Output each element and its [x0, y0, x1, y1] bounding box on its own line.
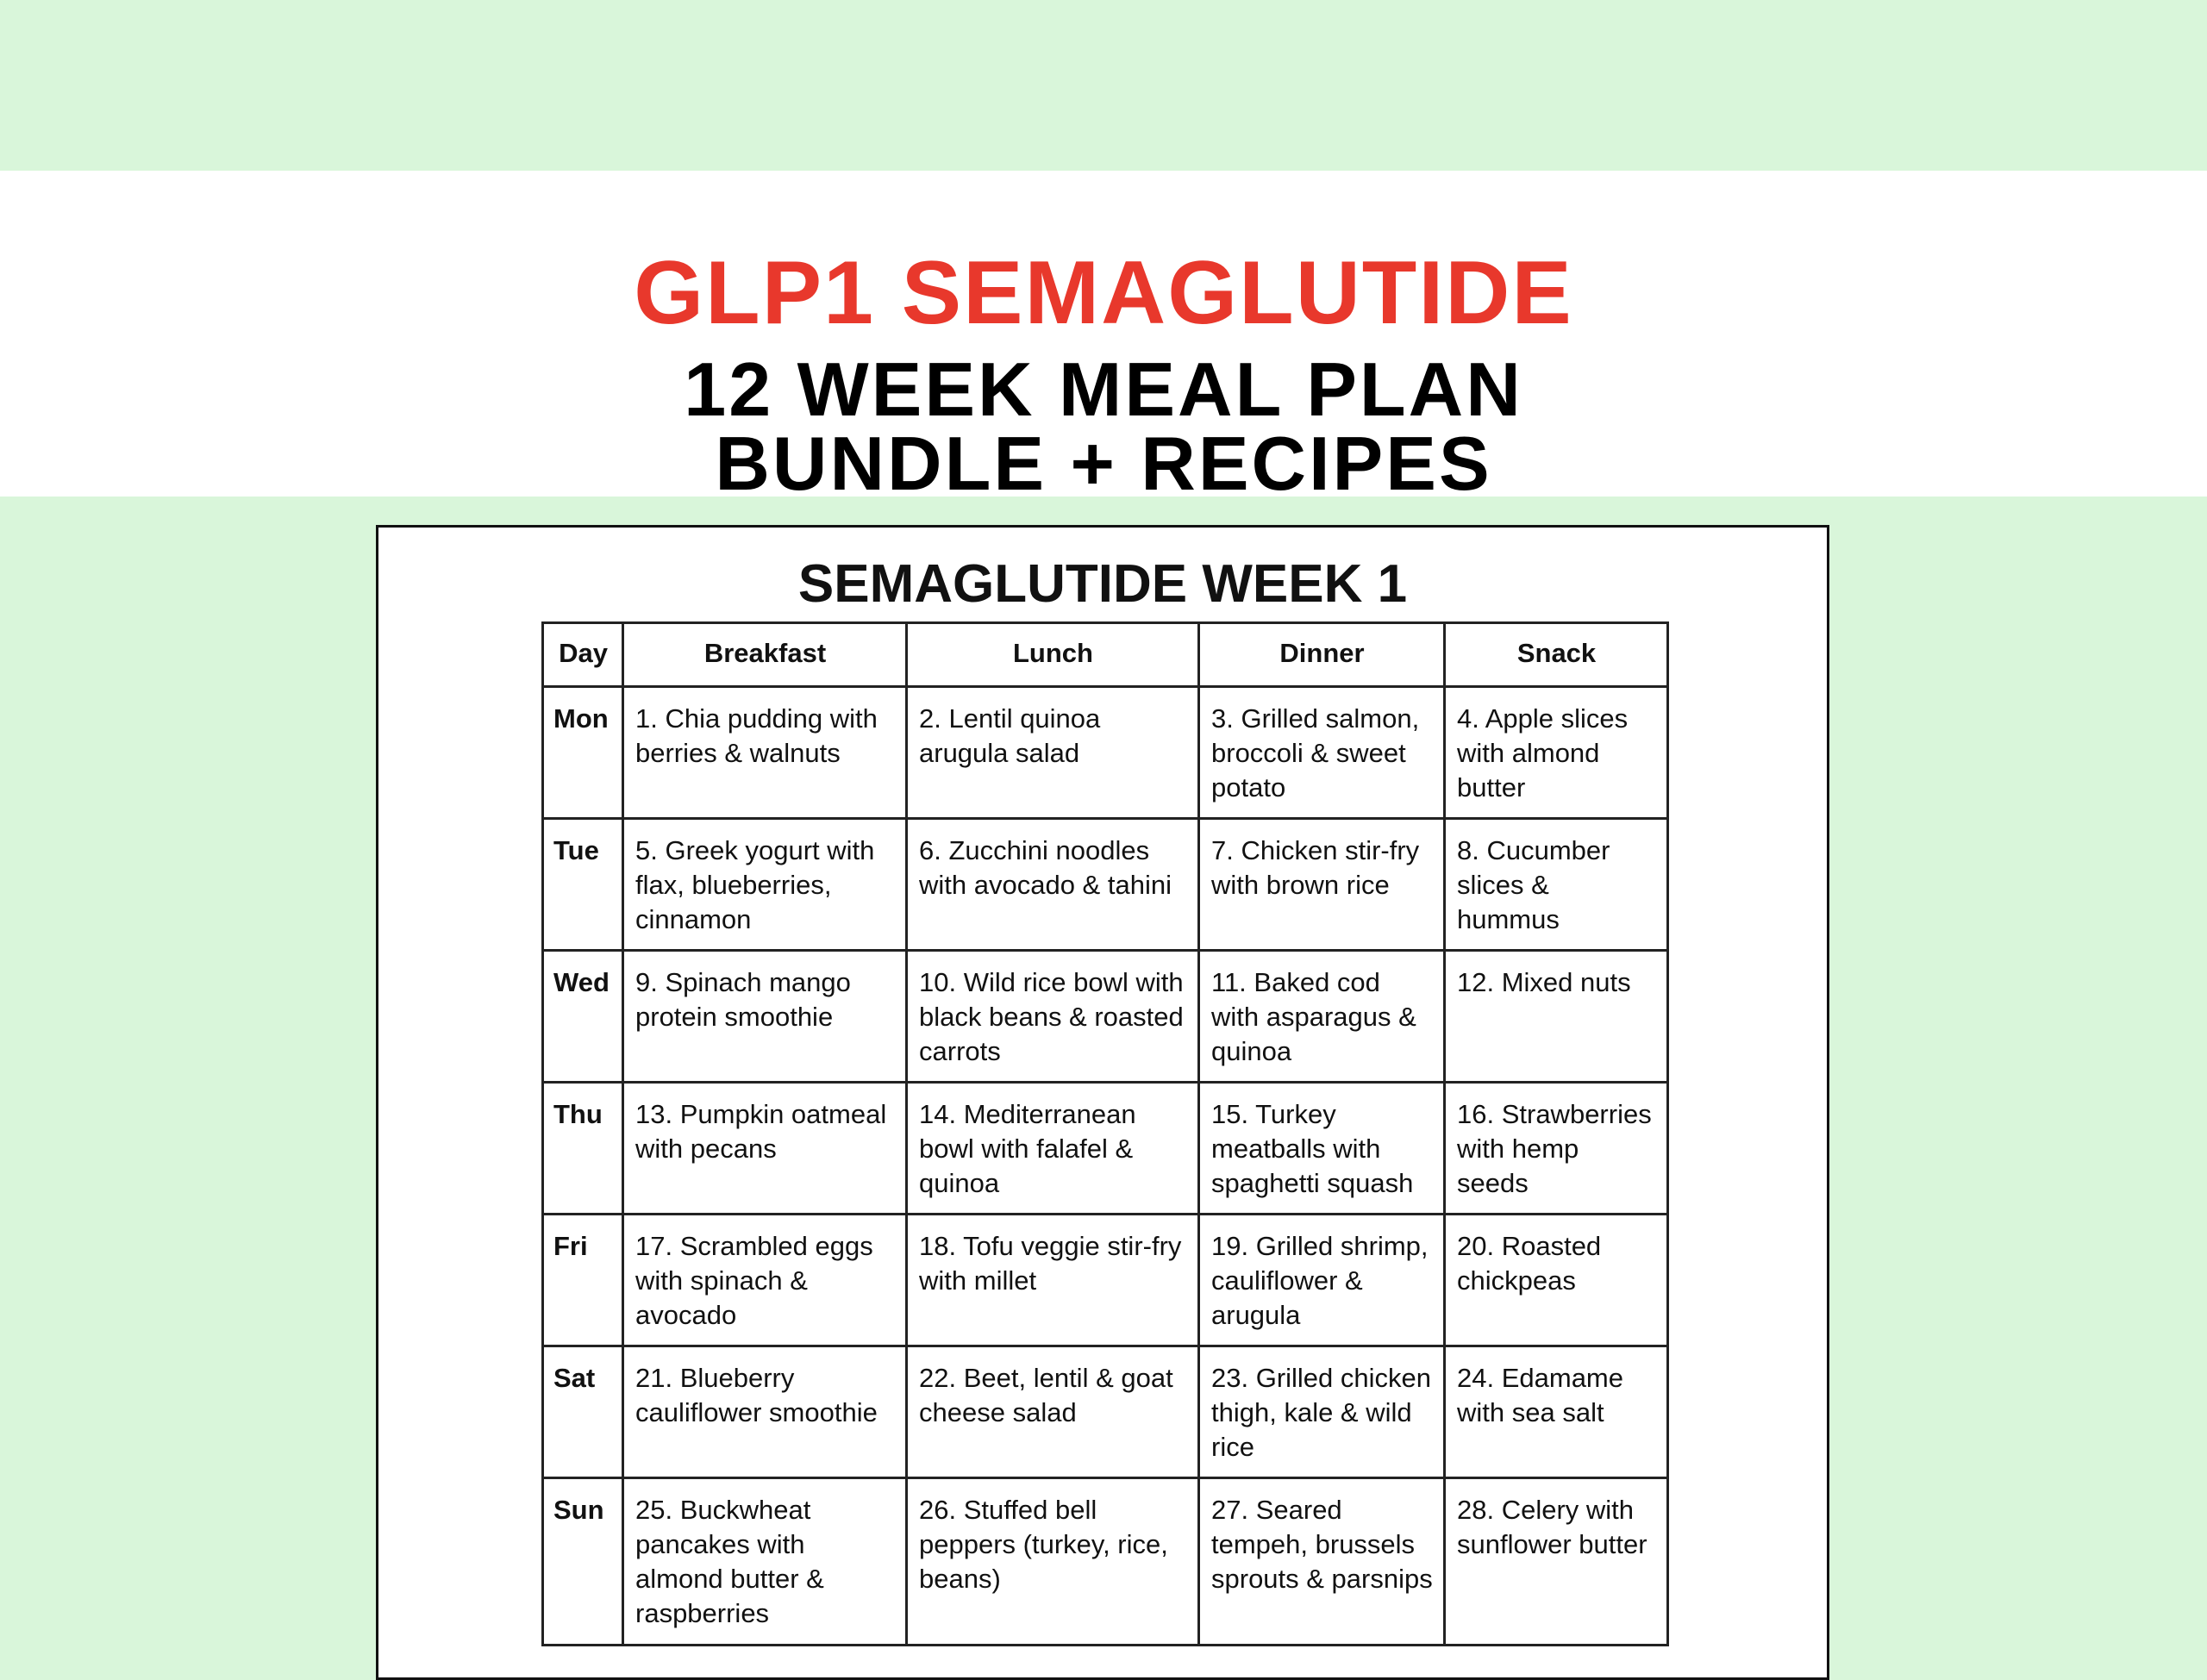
breakfast-cell: 21. Blueberry cauliflower smoothie [623, 1346, 907, 1478]
breakfast-cell: 25. Buckwheat pancakes with almond butter & raspberries [623, 1478, 907, 1646]
dinner-cell: 11. Baked cod with asparagus & quinoa [1199, 951, 1445, 1083]
breakfast-cell: 13. Pumpkin oatmeal with pecans [623, 1083, 907, 1215]
breakfast-cell: 5. Greek yogurt with flax, blueberries, cinnamon [623, 819, 907, 951]
table-header-row [543, 623, 1668, 687]
lunch-cell: 18. Tofu veggie stir-fry with millet [907, 1215, 1199, 1346]
top-banner [0, 0, 2207, 171]
subtitle-line-1: 12 WEEK MEAL PLAN [684, 347, 1523, 432]
table-row [543, 1215, 1668, 1346]
snack-cell: 16. Strawberries with hemp seeds [1445, 1083, 1668, 1215]
day-cell: Sat [543, 1346, 623, 1478]
snack-cell: 24. Edamame with sea salt [1445, 1346, 1668, 1478]
column-header: Day [543, 623, 623, 687]
snack-cell: 12. Mixed nuts [1445, 951, 1668, 1083]
table-row [543, 951, 1668, 1083]
snack-cell: 28. Celery with sunflower butter [1445, 1478, 1668, 1646]
lunch-cell: 2. Lentil quinoa arugula salad [907, 687, 1199, 819]
dinner-cell: 27. Seared tempeh, brussels sprouts & parsnips [1199, 1478, 1445, 1646]
lunch-cell: 10. Wild rice bowl with black beans & roasted carrots [907, 951, 1199, 1083]
lunch-cell: 26. Stuffed bell peppers (turkey, rice, beans) [907, 1478, 1199, 1646]
dinner-cell: 15. Turkey meatballs with spaghetti squash [1199, 1083, 1445, 1215]
column-header: Snack [1445, 623, 1668, 687]
table-row [543, 687, 1668, 819]
day-cell: Wed [543, 951, 623, 1083]
dinner-cell: 19. Grilled shrimp, cauliflower & arugula [1199, 1215, 1445, 1346]
meal-plan-table [541, 621, 1669, 1646]
breakfast-cell: 9. Spinach mango protein smoothie [623, 951, 907, 1083]
sheet-title: SEMAGLUTIDE WEEK 1 [797, 554, 1408, 614]
table-row [543, 1478, 1668, 1646]
day-cell: Thu [543, 1083, 623, 1215]
day-cell: Tue [543, 819, 623, 951]
table-row [543, 819, 1668, 951]
day-cell: Mon [543, 687, 623, 819]
lunch-cell: 6. Zucchini noodles with avocado & tahini [907, 819, 1199, 951]
dinner-cell: 7. Chicken stir-fry with brown rice [1199, 819, 1445, 951]
lunch-cell: 14. Mediterranean bowl with falafel & quinoa [907, 1083, 1199, 1215]
snack-cell: 20. Roasted chickpeas [1445, 1215, 1668, 1346]
subtitle-line-2: BUNDLE + RECIPES [715, 421, 1492, 506]
column-header: Lunch [907, 623, 1199, 687]
breakfast-cell: 1. Chia pudding with berries & walnuts [623, 687, 907, 819]
column-header: Dinner [1199, 623, 1445, 687]
day-cell: Fri [543, 1215, 623, 1346]
table-row [543, 1346, 1668, 1478]
table-row [543, 1083, 1668, 1215]
dinner-cell: 23. Grilled chicken thigh, kale & wild rice [1199, 1346, 1445, 1478]
main-title: GLP1 SEMAGLUTIDE [634, 243, 1573, 343]
lunch-cell: 22. Beet, lentil & goat cheese salad [907, 1346, 1199, 1478]
dinner-cell: 3. Grilled salmon, broccoli & sweet potato [1199, 687, 1445, 819]
snack-cell: 8. Cucumber slices & hummus [1445, 819, 1668, 951]
breakfast-cell: 17. Scrambled eggs with spinach & avocado [623, 1215, 907, 1346]
day-cell: Sun [543, 1478, 623, 1646]
snack-cell: 4. Apple slices with almond butter [1445, 687, 1668, 819]
meal-plan-sheet [376, 525, 1829, 1680]
column-header: Breakfast [623, 623, 907, 687]
